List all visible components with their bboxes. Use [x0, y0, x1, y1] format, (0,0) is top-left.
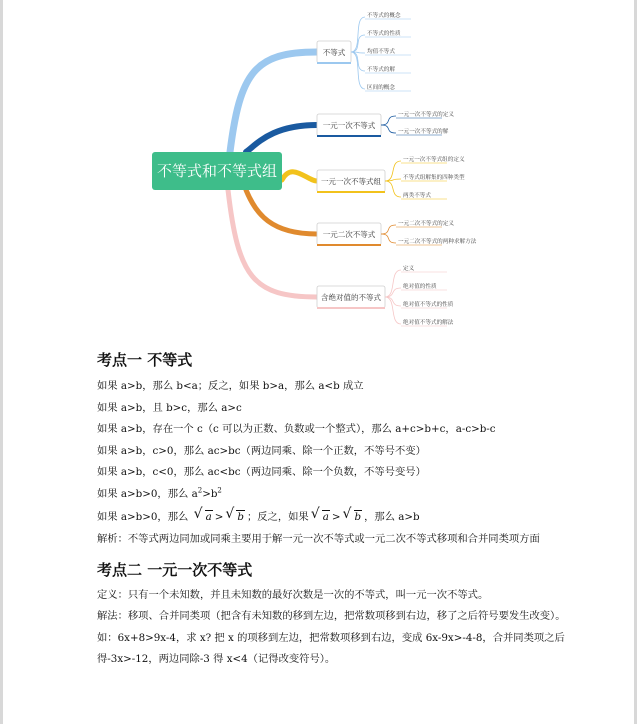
branch-label-2: 一元一次不等式 — [322, 121, 376, 130]
rule-line-7-text-c: ，那么 a>b — [364, 511, 420, 523]
leaf-label: 一元一次不等式的解 — [398, 129, 449, 135]
leaf-label: 均值不等式 — [367, 49, 395, 55]
rule-line-6 — [97, 484, 567, 506]
method-paragraph: 解法：移项、合并同类项（把含有未知数的移到左边，把常数项移到右边，移了之后符号要发生改变）。 — [97, 610, 566, 622]
leaf-connector — [385, 179, 401, 181]
leaf-label: 两类不等式 — [403, 193, 431, 199]
sqrt-expression: √ b — [225, 506, 244, 523]
rule-line-7-text: 如果 a>b>0，那么 — [97, 511, 189, 523]
greater-than-symbol: > — [214, 511, 224, 523]
leaf-connector — [381, 234, 396, 243]
leaf-connector — [381, 116, 396, 125]
definition-paragraph: 定义：只有一个未知数，并且未知数的最好次数是一次的不等式，叫一元一次不等式。 — [97, 588, 489, 601]
sqrt-expression: √ b — [342, 506, 362, 523]
greater-than-symbol: > — [331, 511, 341, 523]
leaf-label: 绝对值不等式的性质 — [403, 302, 454, 308]
sqrt-expression: √ a — [310, 506, 329, 523]
example-paragraph: 如：6x+8>9x-4，求 x? 把 x 的项移到左边，把常数项移到右边，变成 6x-9x>-4-8，合并同类项之后得-3x>-12，两边同除-3 得 x<4（记得改变符号）。 — [97, 631, 565, 665]
branch-label-1: 不等式 — [322, 48, 346, 57]
leaf-connector — [381, 125, 396, 133]
branch-label-5: 含绝对值的不等式 — [321, 293, 381, 302]
rule-line-6-text: 如果 a>b>0，那么 a — [97, 487, 198, 500]
rule-line-7-text-b: ；反之，如果 — [246, 511, 309, 523]
leaf-label: 一元二次不等式的定义 — [398, 221, 454, 227]
leaf-connector — [385, 297, 401, 306]
rule-line-3: 如果 a>b，存在一个 c（c 可以为正数、负数或一个整式），那么 a+c>b+c，a-c>b-c — [97, 423, 496, 435]
leaf-label: 一元一次不等式的定义 — [398, 112, 454, 118]
branch-connector-3 — [282, 172, 317, 181]
rule-line-4: 如果 a>b，c>0，那么 ac>bc（两边同乘、除一个正数，不等号不变） — [97, 444, 426, 457]
rule-line-2: 如果 a>b，且 b>c，那么 a>c — [97, 401, 242, 414]
leaf-connector — [385, 181, 401, 197]
sqrt-expression: √ a — [193, 506, 212, 523]
exponent: 2 — [217, 486, 222, 495]
leaf-connector — [385, 161, 401, 181]
leaf-label: 一元二次不等式的两种求解方法 — [398, 239, 477, 245]
section-heading-linear-inequality: 考点二 一元一次不等式 — [97, 560, 253, 579]
section-heading-inequality: 考点一 不等式 — [97, 351, 193, 369]
rule-line-7 — [97, 505, 567, 529]
branch-connector-4 — [246, 190, 317, 234]
leaf-label: 不等式组解集的四种类型 — [403, 175, 465, 181]
rule-line-5: 如果 a>b，c<0，那么 ac<bc（两边同乘、除一个负数，不等号变号） — [97, 466, 426, 478]
leaf-connector — [351, 17, 365, 52]
leaf-label: 区间的概念 — [367, 85, 395, 91]
leaf-label: 不等式的性质 — [367, 31, 401, 37]
leaf-label: 不等式的概念 — [367, 13, 401, 19]
leaf-connector — [385, 288, 401, 297]
branch-label-4: 一元二次不等式 — [322, 230, 376, 239]
document-body — [97, 350, 567, 671]
leaf-label: 定义 — [403, 266, 415, 272]
rule-line-6-text-b: >b — [202, 487, 218, 500]
mind-map — [0, 0, 637, 345]
branch-connector-5 — [228, 190, 317, 297]
branch-connector-1 — [230, 52, 317, 152]
branch-label-3: 一元一次不等式组 — [321, 177, 381, 186]
exponent: 2 — [197, 486, 203, 495]
leaf-label: 不等式的解 — [367, 67, 395, 73]
leaf-label: 绝对值的性质 — [403, 284, 437, 290]
leaf-label: 一元一次不等式组的定义 — [403, 157, 465, 163]
leaf-label: 绝对值不等式的解法 — [403, 320, 454, 326]
branch-connector-2 — [246, 125, 317, 152]
leaf-connector — [381, 225, 396, 234]
analysis-paragraph: 解析：不等式两边同加或同乘主要用于解一元一次不等式或一元二次不等式移项和合并同类项方面 — [97, 533, 540, 545]
rule-line-1: 如果 a>b，那么 b<a；反之，如果 b>a，那么 a<b 成立 — [97, 380, 364, 392]
mind-map-root-label: 不等式和不等式组 — [156, 162, 278, 180]
